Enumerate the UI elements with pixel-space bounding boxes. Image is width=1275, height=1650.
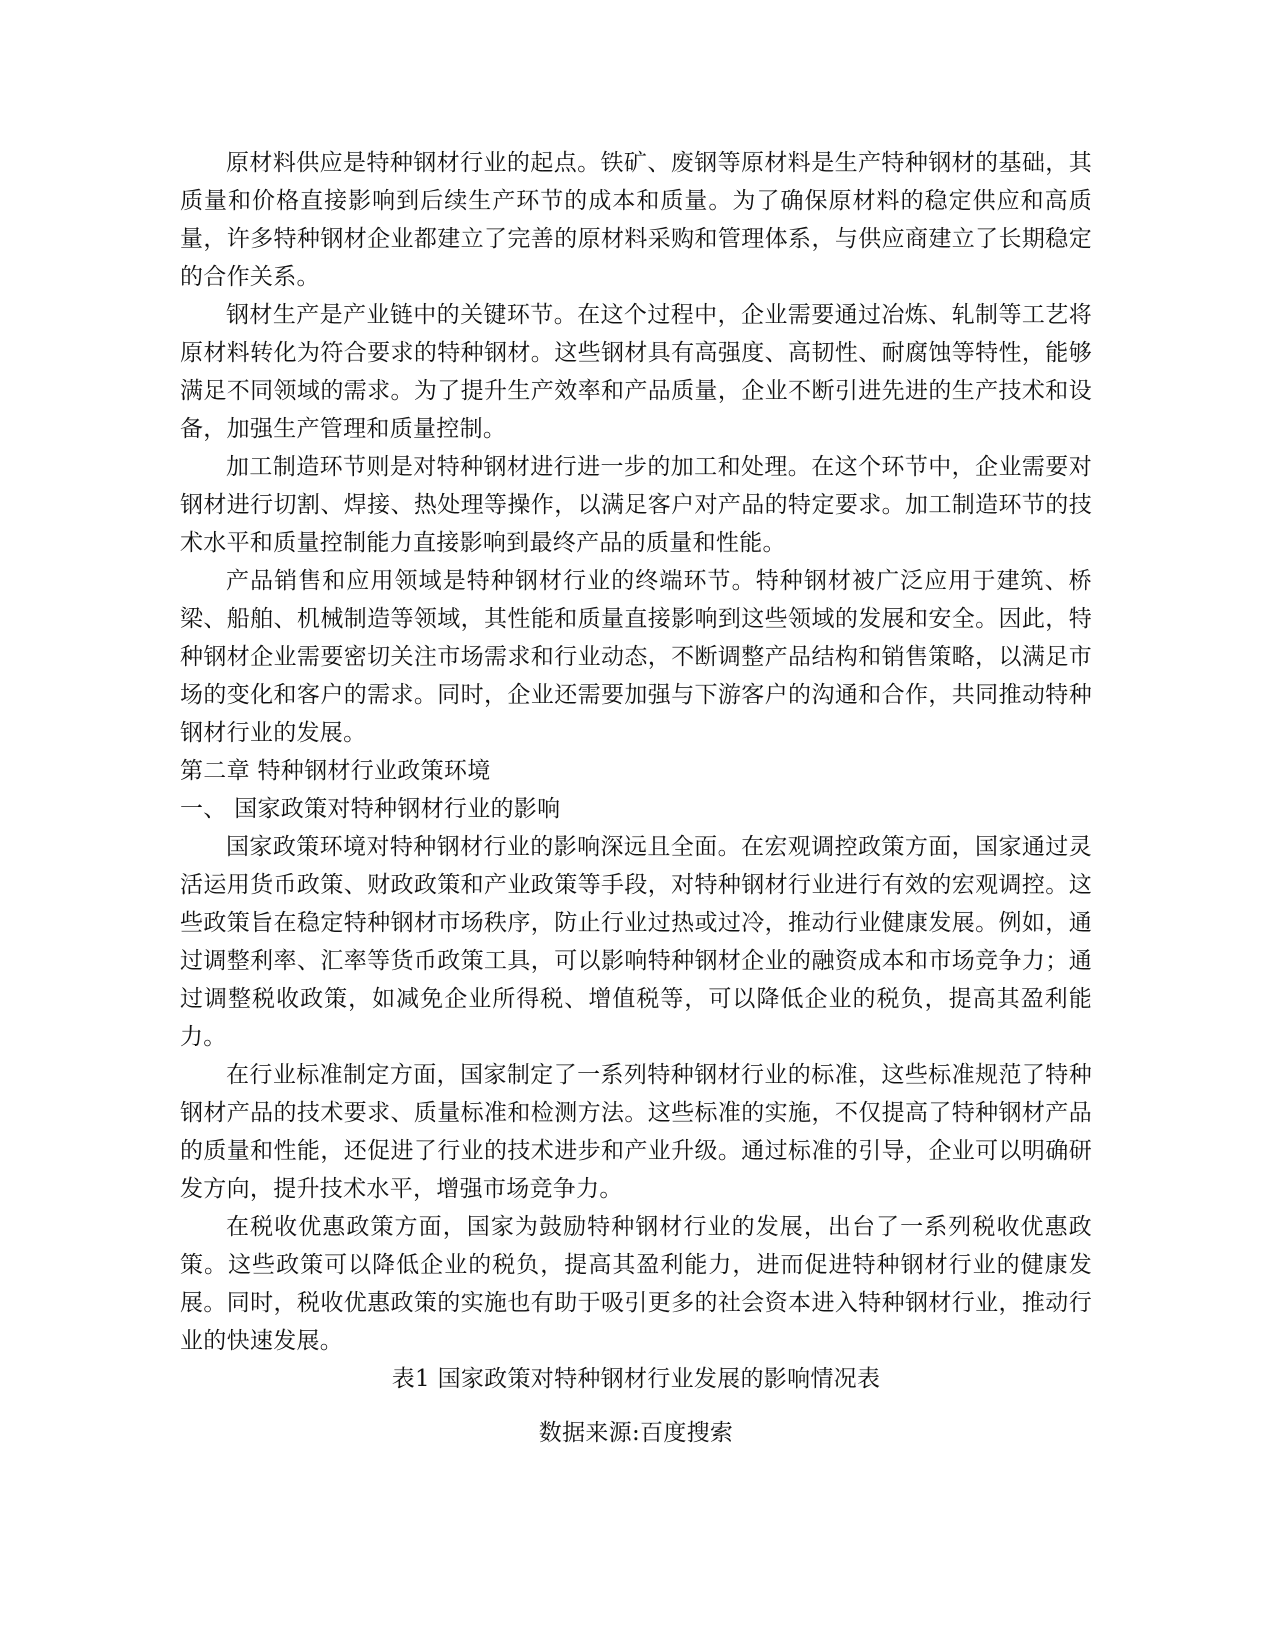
paragraph-industry-standards: 在行业标准制定方面，国家制定了一系列特种钢材行业的标准，这些标准规范了特种钢材产品的技术要求、质量标准和检测方法。这些标准的实施，不仅提高了特种钢材产品的质量和性能，还促进了行业的技术进步和产业升级。通过标准的引导，企业可以明确研发方向，提升技术水平，增强市场竞争力。 bbox=[180, 1062, 1092, 1202]
paragraph-raw-material-supply: 原材料供应是特种钢材行业的起点。铁矿、废钢等原材料是生产特种钢材的基础，其质量和价格直接影响到后续生产环节的成本和质量。为了确保原材料的稳定供应和高质量，许多特种钢材企业都建立了完善的原材料采购和管理体系，与供应商建立了长期稳定的合作关系。 bbox=[180, 150, 1092, 290]
data-source-note: 数据来源:百度搜索 bbox=[538, 1420, 734, 1446]
paragraph-steel-production: 钢材生产是产业链中的关键环节。在这个过程中，企业需要通过冶炼、轧制等工艺将原材料转化为符合要求的特种钢材。这些钢材具有高强度、高韧性、耐腐蚀等特性，能够满足不同领域的需求。为了提升生产效率和产品质量，企业不断引进先进的生产技术和设备，加强生产管理和质量控制。 bbox=[180, 302, 1092, 442]
section-heading: 一、 国家政策对特种钢材行业的影响 bbox=[180, 796, 561, 822]
paragraph-sales-applications: 产品销售和应用领域是特种钢材行业的终端环节。特种钢材被广泛应用于建筑、桥梁、船舶、机械制造等领域，其性能和质量直接影响到这些领域的发展和安全。因此，特种钢材企业需要密切关注市场需求和行业动态，不断调整产品结构和销售策略，以满足市场的变化和客户的需求。同时，企业还需要加强与下游客户的沟通和合作，共同推动特种钢材行业的发展。 bbox=[180, 568, 1092, 746]
document-page bbox=[180, 144, 1092, 1452]
table-caption: 表1 国家政策对特种钢材行业发展的影响情况表 bbox=[391, 1366, 881, 1392]
paragraph-macro-policy: 国家政策环境对特种钢材行业的影响深远且全面。在宏观调控政策方面，国家通过灵活运用货币政策、财政政策和产业政策等手段，对特种钢材行业进行有效的宏观调控。这些政策旨在稳定特种钢材市场秩序，防止行业过热或过冷，推动行业健康发展。例如，通过调整利率、汇率等货币政策工具，可以影响特种钢材企业的融资成本和市场竞争力；通过调整税收政策，如减免企业所得税、增值税等，可以降低企业的税负，提高其盈利能力。 bbox=[180, 834, 1092, 1050]
paragraph-processing-manufacturing: 加工制造环节则是对特种钢材进行进一步的加工和处理。在这个环节中，企业需要对钢材进行切割、焊接、热处理等操作，以满足客户对产品的特定要求。加工制造环节的技术水平和质量控制能力直接影响到最终产品的质量和性能。 bbox=[180, 454, 1092, 556]
paragraph-tax-incentives: 在税收优惠政策方面，国家为鼓励特种钢材行业的发展，出台了一系列税收优惠政策。这些政策可以降低企业的税负，提高其盈利能力，进而促进特种钢材行业的健康发展。同时，税收优惠政策的实施也有助于吸引更多的社会资本进入特种钢材行业，推动行业的快速发展。 bbox=[180, 1214, 1092, 1354]
chapter-heading: 第二章 特种钢材行业政策环境 bbox=[180, 758, 491, 784]
